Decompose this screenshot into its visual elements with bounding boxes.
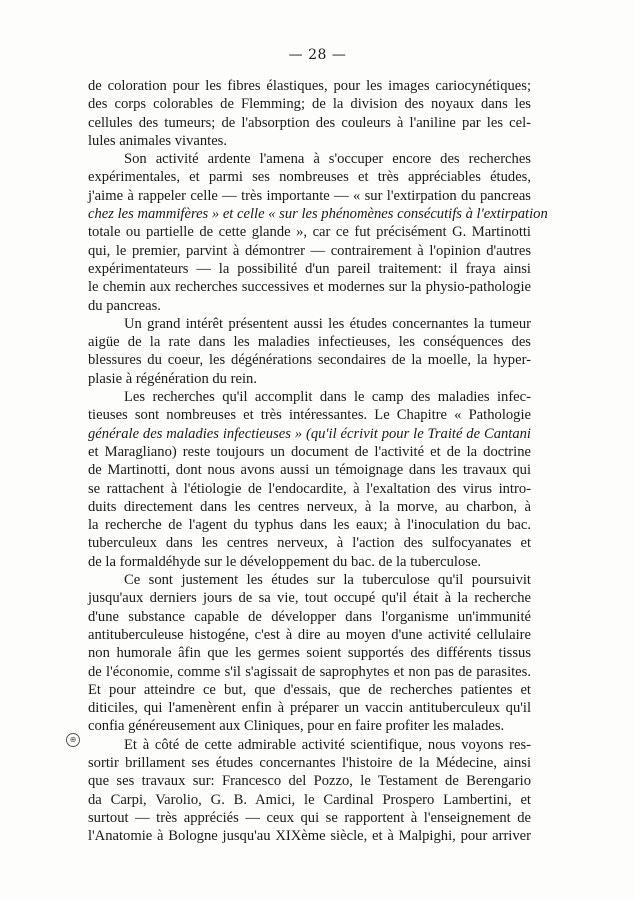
text-line: du pancreas. [88, 297, 161, 314]
text-line: j'aime à rappeler celle — très importante — « sur l'extirpation du pancreas [88, 187, 531, 204]
text-line: l'Anatomie à Bologne jusqu'au XIXème siècle, et à Malpighi, pour arriver [88, 828, 531, 845]
text-line: qui, le premier, parvint à démontrer — contrairement à l'opinion d'autres [88, 242, 531, 259]
text-line: aigüe de la rate dans les maladies infectieuses, les conséquences des [88, 334, 531, 351]
text-line: tieuses sont nombreuses et très intéressantes. Le Chapitre « Pathologie [88, 407, 531, 424]
text-line: cellules des tumeurs; de l'absorption des couleurs à l'aniline par les cel- [88, 114, 531, 131]
text-line: de Martinotti, dont nous avons aussi un témoignage dans les travaux qui [88, 462, 531, 479]
paragraph-5 [88, 571, 531, 736]
text-line: Les recherches qu'il accomplit dans le camp des maladies infec- [124, 389, 531, 406]
text-line: que ses travaux sur: Francesco del Pozzo, le Testament de Berengario [88, 773, 531, 790]
text-line: Son activité ardente l'amena à s'occuper encore des recherches [124, 151, 531, 168]
text-line: non humorale âfin que les germes soient supportés des différents tissus [88, 645, 531, 662]
paragraph-4 [88, 388, 531, 571]
text-line: diticiles, qui l'amenèrent enfin à préparer un vaccin antituberculeux qu'il [88, 700, 531, 717]
text-line: expérimentales, et parmi ses nombreuses et très appréciables études, [88, 169, 531, 186]
text-line: da Carpi, Varolio, G. B. Amici, le Cardinal Prospero Lambertini, et [88, 791, 531, 808]
page-number: — 28 — [288, 47, 347, 63]
text-line: tuberculeux dans les centres nerveux, à l'action des sulfocyanates et [88, 535, 531, 552]
text-line: de l'économie, comme s'il s'agissait de saprophytes et non pas de parasites. [88, 663, 531, 680]
text-line: duits directement dans les centres nerveux, à la morve, au charbon, à [88, 498, 531, 515]
text-line: antituberculeuse histogéne, c'est à dire au moyen d'une activité cellulaire [88, 626, 531, 643]
text-line: Un grand intérêt présentent aussi les études concernantes la tumeur [124, 315, 531, 332]
paragraph-1 [88, 77, 531, 150]
text-line: des corps colorables de Flemming; de la division des noyaux dans les [88, 96, 531, 113]
text-line: d'une substance capable de développer dans l'organisme un'immunité [88, 608, 531, 625]
text-line: totale ou partielle de cette glande », car ce fut précisément G. Martinotti [88, 224, 531, 241]
text-line: blessures du coeur, les dégénérations secondaires de la moelle, la hyper- [88, 352, 531, 369]
text-line: se rattachent à l'étiologie de l'endocardite, à l'exaltation des virus intro- [88, 480, 531, 497]
text-line: expérimentateurs — la possibilité d'un pareil traitement: il fraya ainsi [88, 260, 531, 277]
text-line: confia généreusement aux Cliniques, pour en faire profiter les malades. [88, 718, 505, 735]
text-line: Ce sont justement les études sur la tuberculose qu'il poursuivit [124, 572, 531, 589]
text-line: lules animales vivantes. [88, 132, 228, 149]
body-text [88, 77, 548, 845]
text-line: Et pour atteindre ce but, que d'essais, que de recherches patientes et [88, 681, 531, 698]
text-line: le chemin aux recherches successives et modernes sur la physio-pathologie [88, 279, 531, 296]
paragraph-3 [88, 315, 531, 388]
text-line: la recherche de l'agent du typhus dans les eaux; à l'inoculation du bac. [88, 517, 531, 534]
text-line: Et à côté de cette admirable activité scientifique, nous voyons res- [124, 736, 531, 753]
text-line: de la formaldéhyde sur le développement du bac. de la tuberculose. [88, 553, 482, 570]
text-line: et Maragliano) reste toujours un document de l'activité et de la doctrine [88, 443, 531, 460]
text-line: surtout — très appréciés — ceux qui se rapportent à l'enseignement de [88, 809, 531, 826]
text-line: jusqu'aux derniers jours de sa vie, tout occupé qu'il était à la recherche [88, 590, 531, 607]
paragraph-2 [88, 150, 548, 315]
text-line: chez les mammifères » et celle « sur les phénomènes consécutifs à l'extirpation [88, 206, 548, 223]
paragraph-6 [88, 736, 531, 846]
text-line: plasie à régénération du rein. [88, 370, 257, 387]
text-line: de coloration pour les fibres élastiques, pour les images cariocynétiques; [88, 78, 531, 94]
text-line: générale des maladies infectieuses » (qu'il écrivit pour le Traité de Cantani [88, 425, 531, 442]
text-line: sortir brillament ses études concernantes l'histoire de la Médecine, ainsi [88, 754, 531, 771]
margin-stamp-icon: ⊕ [66, 733, 80, 747]
